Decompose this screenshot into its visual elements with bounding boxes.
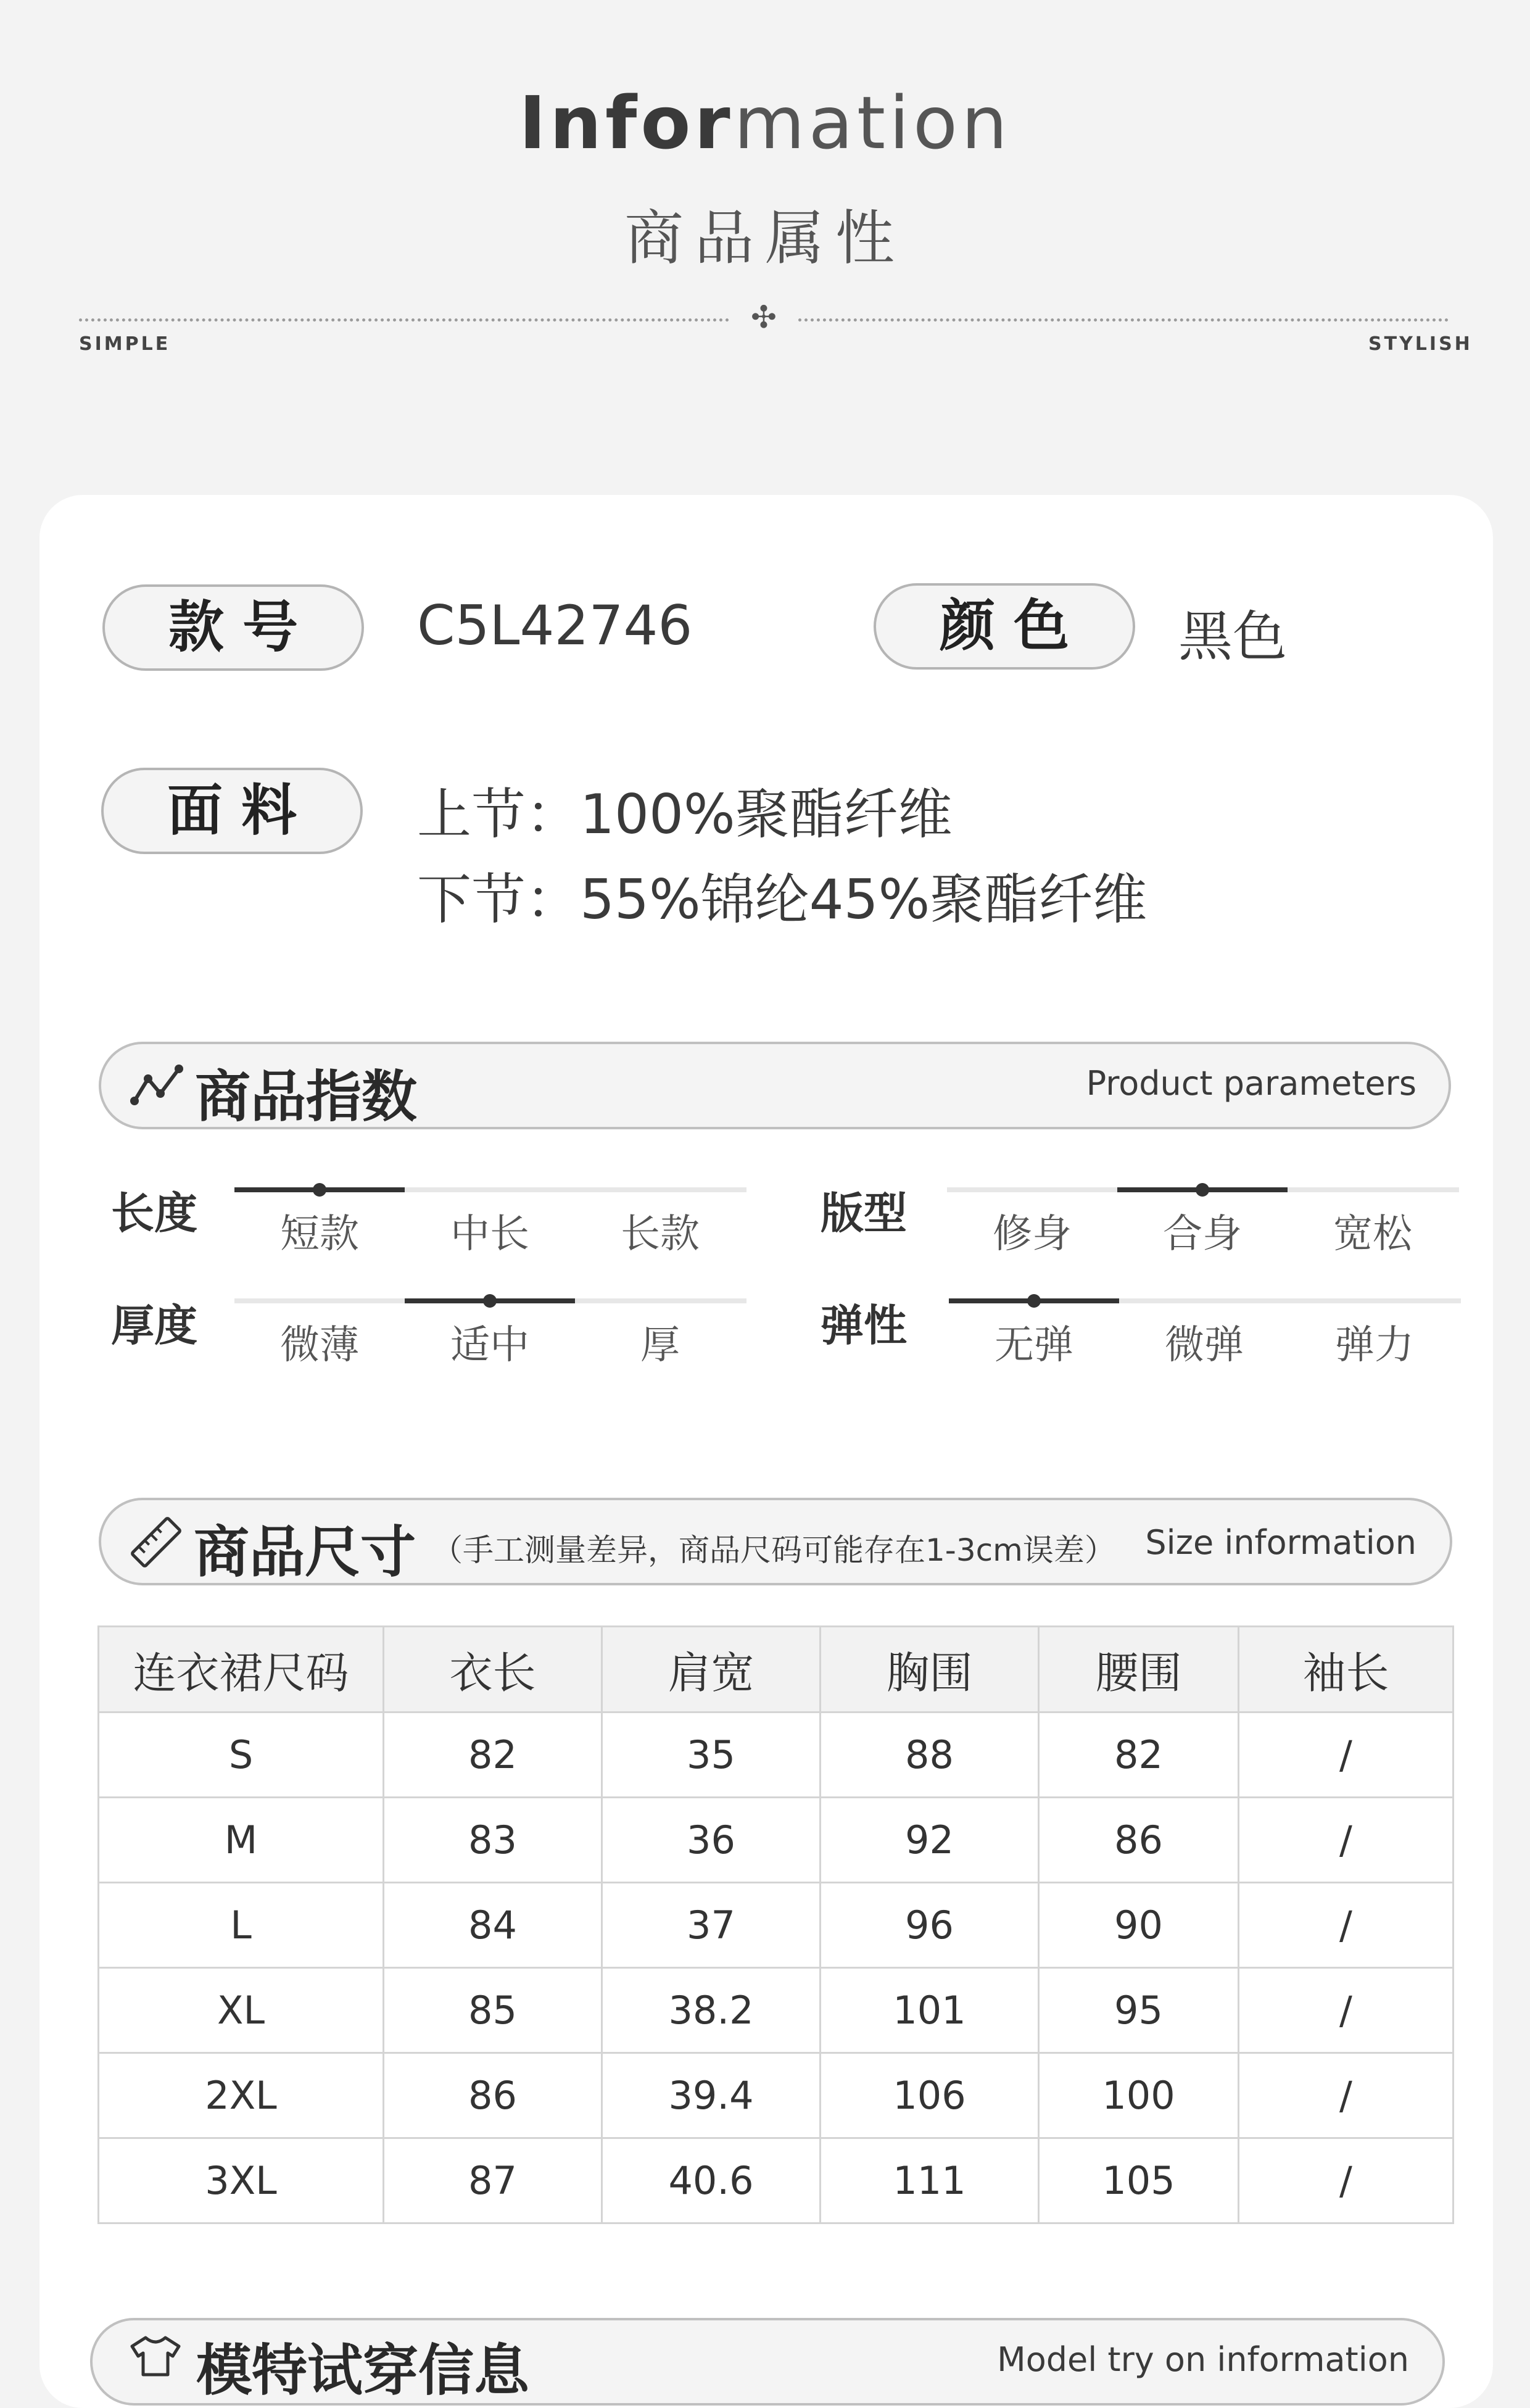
- table-cell: 88: [821, 1713, 1039, 1798]
- table-cell: /: [1239, 1798, 1454, 1883]
- table-cell: /: [1239, 1968, 1454, 2053]
- fabric-label: 面料: [101, 768, 363, 854]
- size-title: 商品尺寸: [194, 1520, 416, 1585]
- param-label-thickness: 厚度: [111, 1300, 197, 1351]
- param-label-fit: 版型: [821, 1188, 907, 1239]
- param-option: 宽松: [1333, 1211, 1412, 1257]
- param-dot-length: [313, 1183, 326, 1197]
- table-header-row: [99, 1627, 1454, 1713]
- title-bold: Infor: [519, 80, 734, 165]
- table-cell: 82: [384, 1713, 602, 1798]
- trend-line-icon: [130, 1063, 185, 1110]
- param-option: 长款: [621, 1211, 700, 1257]
- fabric-line-2: 下节：55%锦纶45%聚酯纤维: [417, 868, 1148, 931]
- table-row: [99, 1798, 1454, 1883]
- table-cell: 35: [602, 1713, 821, 1798]
- table-header: 连衣裙尺码: [99, 1627, 384, 1713]
- table-cell: 36: [602, 1798, 821, 1883]
- ruler-icon: [128, 1514, 184, 1570]
- table-cell: S: [99, 1713, 384, 1798]
- param-option: 中长: [450, 1211, 529, 1257]
- params-title: 商品指数: [195, 1065, 417, 1129]
- table-cell: /: [1239, 2138, 1454, 2223]
- param-label-elasticity: 弹性: [821, 1300, 907, 1351]
- table-cell: 100: [1039, 2053, 1239, 2138]
- tshirt-icon: [127, 2334, 184, 2377]
- table-cell: 83: [384, 1798, 602, 1883]
- table-cell: 40.6: [602, 2138, 821, 2223]
- table-cell: 3XL: [99, 2138, 384, 2223]
- table-header: 腰围: [1039, 1627, 1239, 1713]
- param-dot-fit: [1196, 1183, 1209, 1197]
- param-dot-thickness: [483, 1294, 497, 1308]
- simple-tag: SIMPLE: [79, 333, 171, 355]
- color-label: 颜色: [874, 583, 1135, 670]
- table-cell: /: [1239, 1883, 1454, 1968]
- style-no-label: 款号: [102, 584, 364, 671]
- cross-ornament-icon: ✣: [751, 299, 777, 335]
- table-cell: 101: [821, 1968, 1039, 2053]
- param-option: 弹力: [1335, 1322, 1414, 1368]
- table-row: [99, 1883, 1454, 1968]
- model-title-en: Model try on information: [997, 2340, 1409, 2379]
- table-cell: M: [99, 1798, 384, 1883]
- table-cell: 86: [384, 2053, 602, 2138]
- param-option: 厚: [640, 1322, 680, 1368]
- param-option: 无弹: [994, 1322, 1073, 1368]
- table-cell: 92: [821, 1798, 1039, 1883]
- table-cell: 37: [602, 1883, 821, 1968]
- divider-left: [79, 318, 729, 322]
- table-header: 衣长: [384, 1627, 602, 1713]
- table-cell: 85: [384, 1968, 602, 2053]
- table-row: [99, 1968, 1454, 2053]
- param-option: 修身: [993, 1211, 1072, 1257]
- size-title-en: Size information: [1145, 1523, 1416, 1562]
- table-header: 胸围: [821, 1627, 1039, 1713]
- fabric-line-1: 上节：100%聚酯纤维: [417, 783, 953, 846]
- table-row: [99, 1713, 1454, 1798]
- table-cell: 111: [821, 2138, 1039, 2223]
- param-option: 合身: [1163, 1211, 1242, 1257]
- stylish-tag: STYLISH: [1368, 333, 1473, 355]
- table-cell: 87: [384, 2138, 602, 2223]
- param-dot-elasticity: [1027, 1294, 1041, 1308]
- table-cell: 96: [821, 1883, 1039, 1968]
- table-cell: XL: [99, 1968, 384, 2053]
- table-cell: 105: [1039, 2138, 1239, 2223]
- size-note: （手工测量差异，商品尺码可能存在1-3cm误差）: [432, 1532, 1115, 1568]
- table-cell: 82: [1039, 1713, 1239, 1798]
- table-row: [99, 2138, 1454, 2223]
- table-header: 袖长: [1239, 1627, 1454, 1713]
- table-cell: 38.2: [602, 1968, 821, 2053]
- table-cell: L: [99, 1883, 384, 1968]
- param-label-length: 长度: [111, 1188, 197, 1239]
- table-cell: 95: [1039, 1968, 1239, 2053]
- param-option: 微弹: [1165, 1322, 1244, 1368]
- table-cell: 106: [821, 2053, 1039, 2138]
- table-cell: 84: [384, 1883, 602, 1968]
- page-title: [0, 80, 1530, 165]
- table-cell: 86: [1039, 1798, 1239, 1883]
- color-value: 黑色: [1178, 605, 1288, 668]
- style-no-value: C5L42746: [417, 594, 693, 657]
- model-title: 模特试穿信息: [196, 2338, 529, 2403]
- param-option: 适中: [450, 1322, 529, 1368]
- page-subtitle: 商品属性: [624, 204, 906, 273]
- param-option: 短款: [280, 1211, 359, 1257]
- divider-right: [798, 318, 1449, 322]
- table-header: 肩宽: [602, 1627, 821, 1713]
- param-option: 微薄: [280, 1322, 359, 1368]
- table-cell: 39.4: [602, 2053, 821, 2138]
- title-light: mation: [734, 80, 1011, 165]
- size-table: [97, 1625, 1454, 2224]
- table-row: [99, 2053, 1454, 2138]
- table-cell: 2XL: [99, 2053, 384, 2138]
- table-cell: /: [1239, 1713, 1454, 1798]
- table-cell: 90: [1039, 1883, 1239, 1968]
- table-cell: /: [1239, 2053, 1454, 2138]
- params-title-en: Product parameters: [1086, 1064, 1416, 1103]
